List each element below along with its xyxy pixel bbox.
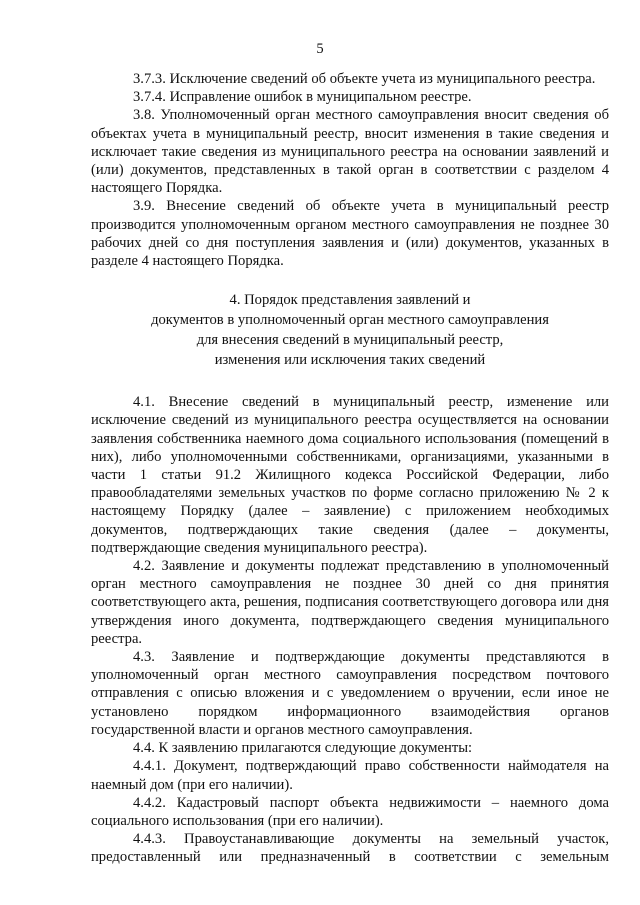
section-4-heading: [91, 290, 609, 370]
paragraph-4-2: 4.2. Заявление и документы подлежат представлению в уполномоченный орган местного самоуправления не позднее 30 дней со дня принятия соответствующего акта, решения, подписания соответствующего договора или дня утверждения иного документа, подтверждающего сведения муниципального реестра.: [91, 558, 609, 647]
paragraph-4-4-3: 4.4.3. Правоустанавливающие документы на земельный участок, предоставленный или предназначенный в соответствии с земельным: [91, 831, 609, 866]
section-heading-line: изменения или исключения таких сведений: [214, 352, 486, 369]
page-number: 5: [316, 41, 324, 57]
paragraph-3-9: 3.9. Внесение сведений об объекте учета в муниципальный реестр производится уполномоченным органом местного самоуправления не позднее 30 рабочих дней со дня поступления заявления и (или) документов, указанных в разделе 4 настоящего Порядка.: [91, 198, 609, 270]
section-heading-line: документов в уполномоченный орган местного самоуправления: [151, 312, 549, 329]
paragraph-3-7-3: 3.7.3. Исключение сведений об объекте учета из муниципального реестра.: [133, 71, 596, 87]
paragraph-4-1: 4.1. Внесение сведений в муниципальный реестр, изменение или исключение сведений из муниципального реестра осуществляется на основании заявления собственника наемного дома социального использования (помещений в них), либо уполномоченными собственниками, организациями, указанными в части 1 статьи 91.2 Жилищного кодекса Российской Федерации, либо правообладателями земельных участков по форме согласно приложению № 2 к настоящему Порядку (далее – заявление) с приложением необходимых документов, подтверждающих такие сведения (далее – документы, подтверждающие сведения муниципального реестра).: [91, 394, 609, 556]
section-heading-line: для внесения сведений в муниципальный реестр,: [196, 332, 504, 349]
paragraph-4-3: 4.3. Заявление и подтверждающие документы представляются в уполномоченный орган местного самоуправления посредством почтового отправления с описью вложения и с уведомлением о вручении, если иное не установлено порядком информационного взаимодействия органов государственной власти и органов местного самоуправления.: [91, 649, 609, 738]
paragraph-4-4-1: 4.4.1. Документ, подтверждающий право собственности наймодателя на наемный дом (при его наличии).: [91, 758, 609, 793]
document-body: [91, 70, 609, 867]
paragraph-4-4-2: 4.4.2. Кадастровый паспорт объекта недвижимости – наемного дома социального использования (при его наличии).: [91, 794, 609, 829]
paragraph-3-8: 3.8. Уполномоченный орган местного самоуправления вносит сведения об объектах учета в муниципальный реестр, вносит изменения в такие сведения и исключает такие сведения из муниципального реестра на основании заявлений и (или) документов, представленных в такой орган в соответствии с разделом 4 настоящего Порядка.: [91, 107, 609, 197]
paragraph-3-7-4: 3.7.4. Исправление ошибок в муниципальном реестре.: [133, 89, 472, 106]
paragraph-4-4: 4.4. К заявлению прилагаются следующие документы:: [133, 740, 473, 757]
section-heading-line: 4. Порядок представления заявлений и: [229, 292, 471, 309]
